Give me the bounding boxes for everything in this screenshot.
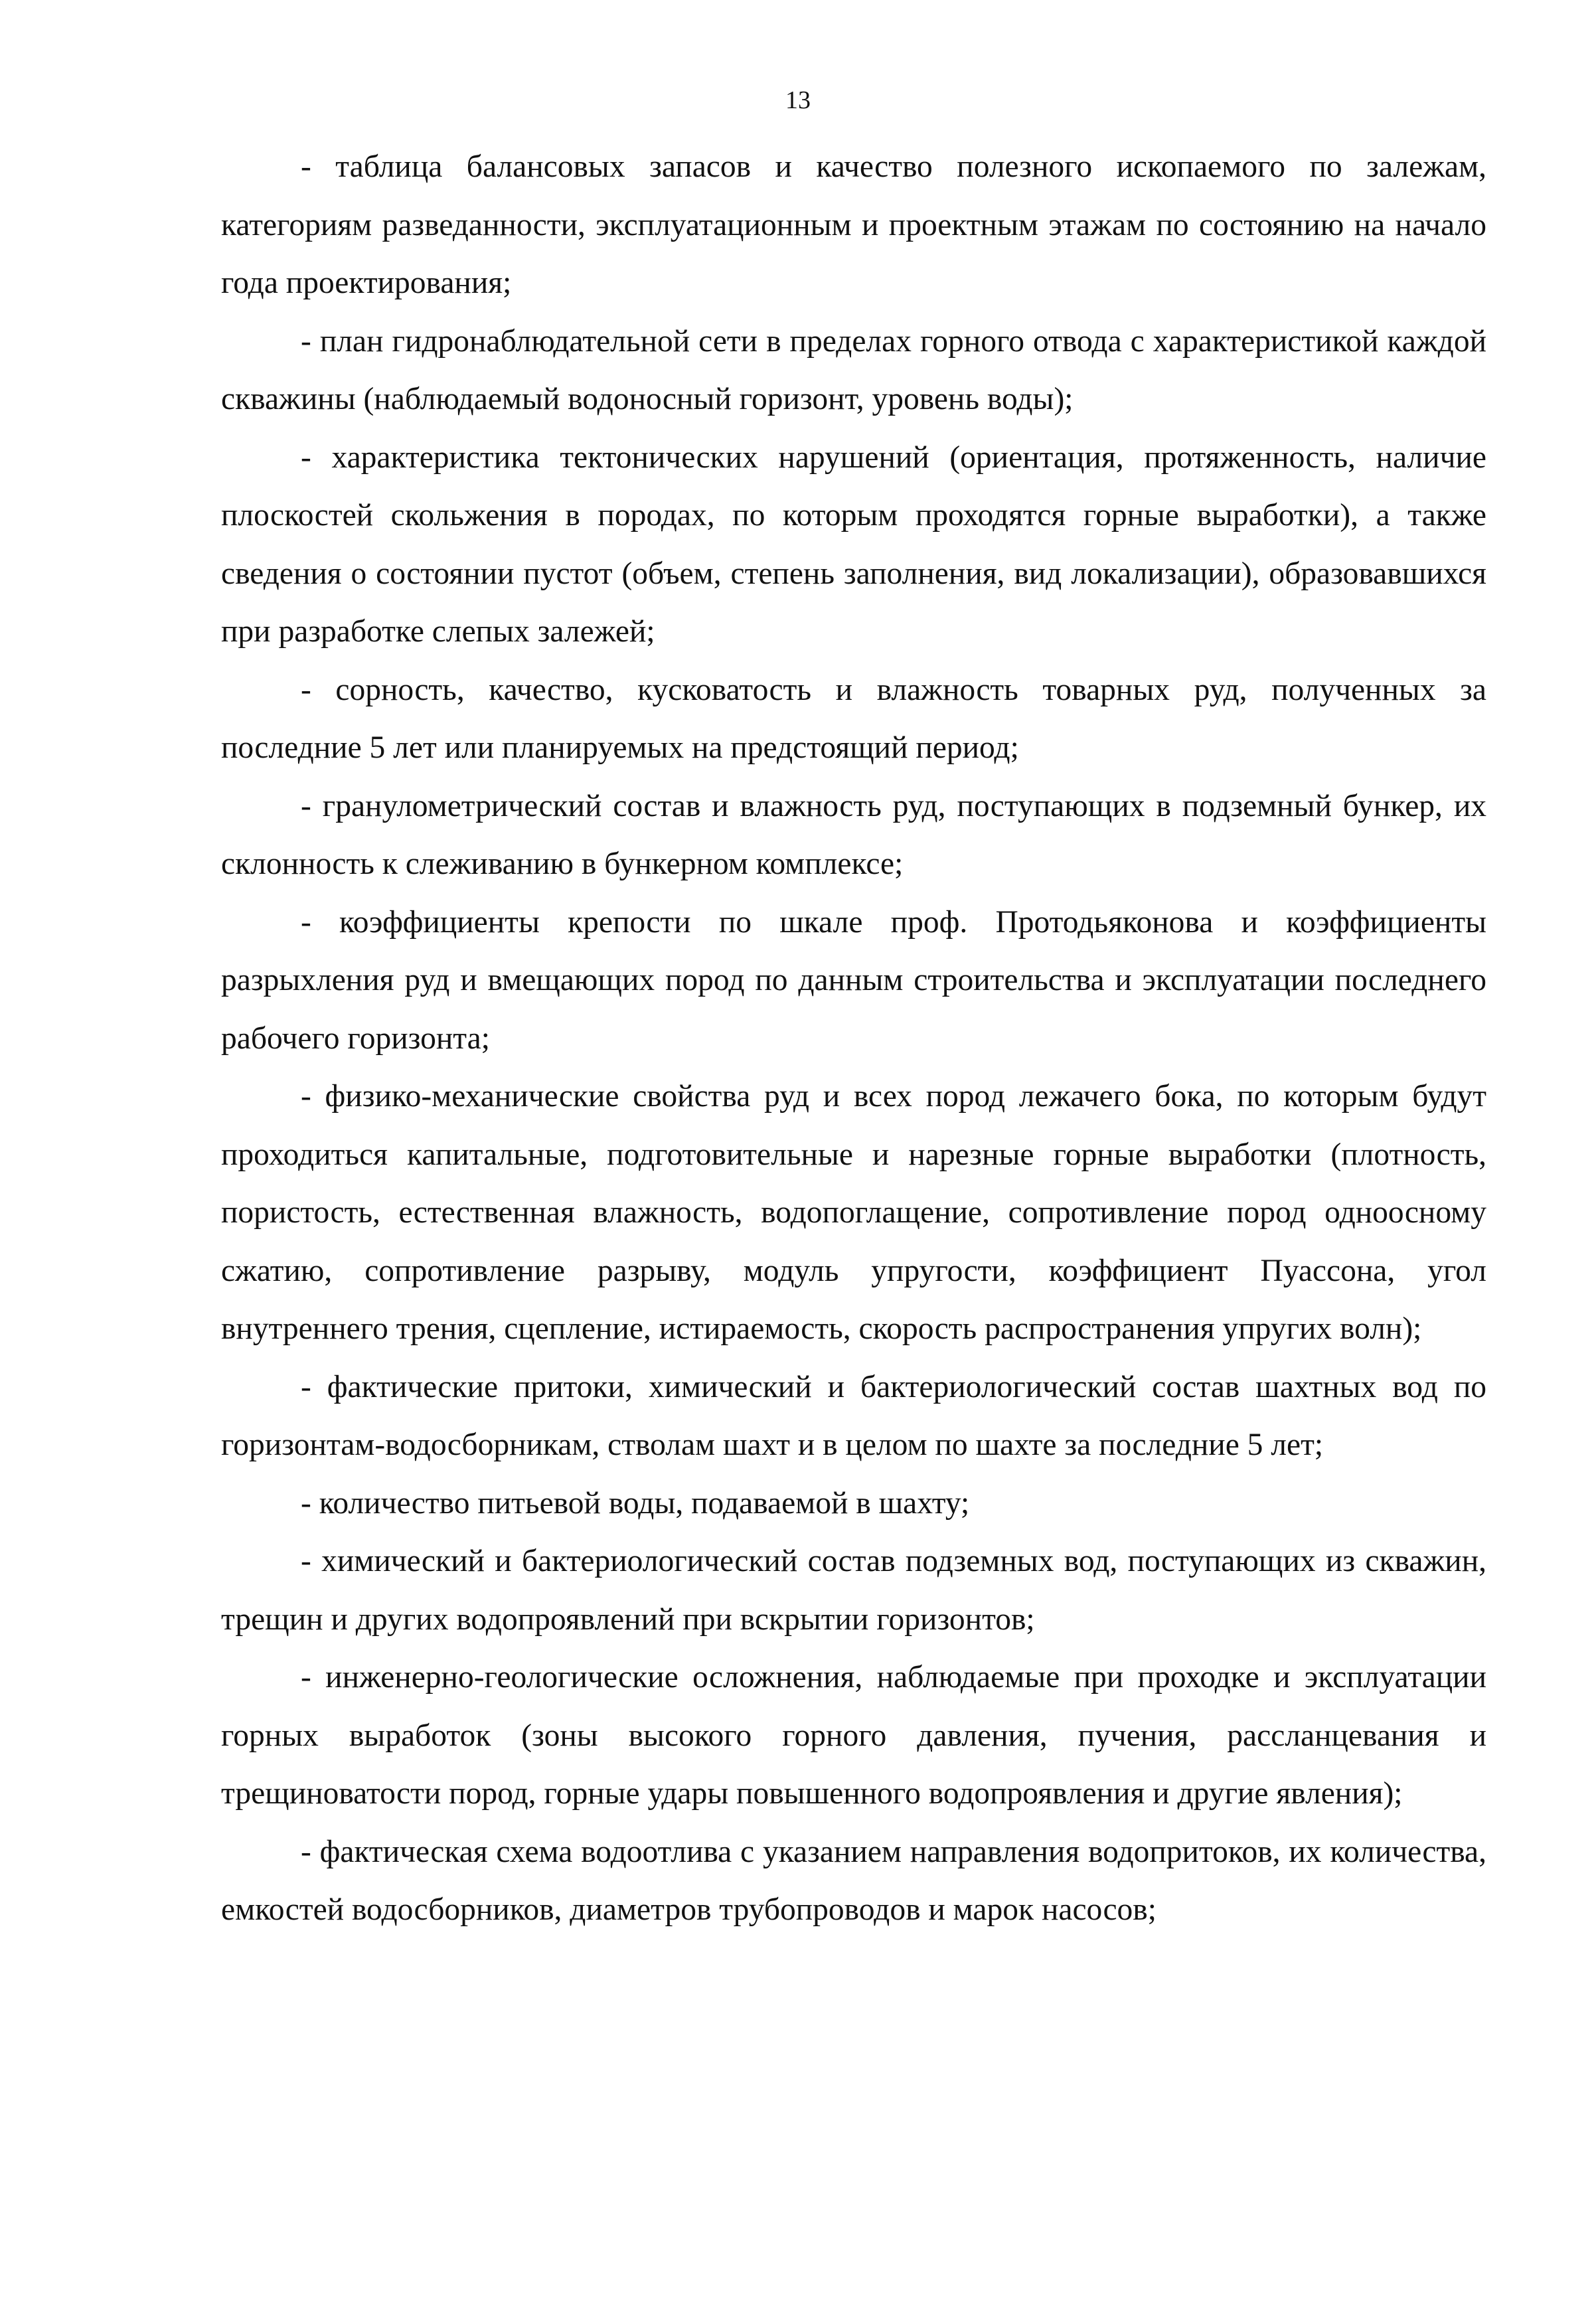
list-item-drinking-water: - количество питьевой воды, подаваемой в шахту;	[301, 1485, 970, 1521]
list-item-drainage-scheme: - фактическая схема водоотлива с указанием направления водопритоков, их количества, емкостей водосборников, диаметров трубопроводов и марок насосов;	[221, 1834, 1486, 1927]
page-number: 13	[785, 86, 811, 114]
list-item-actual-inflows: - фактические притоки, химический и бактериологический состав шахтных вод по горизонтам-водосборникам, стволам шахт и в целом по шахте за последние 5 лет;	[221, 1369, 1486, 1462]
list-item-engineering-geological-complications: - инженерно-геологические осложнения, наблюдаемые при проходке и эксплуатации горных выработок (зоны высокого горного давления, пучения, рассланцевания и трещиноватости пород, горные удары повышенного водопроявления и другие явления);	[221, 1660, 1486, 1811]
list-item-underground-water-composition: - химический и бактериологический состав подземных вод, поступающих из скважин, трещин и других водопроявлений при вскрытии горизонтов;	[221, 1544, 1486, 1637]
list-item-physical-mechanical-properties: - физико-механические свойства руд и всех пород лежачего бока, по которым будут проходиться капитальные, подготовительные и нарезные горные выработки (плотность, пористость, естественная влажность, водопоглащение, сопротивление пород одноосному сжатию, сопротивление разрыву, модуль упругости, коэффициент Пуассона, угол внутреннего трения, сцепление, истираемость, скорость распространения упругих волн);	[221, 1079, 1486, 1346]
list-item-hydro-observation-plan: - план гидронаблюдательной сети в пределах горного отвода с характеристикой каждой скважины (наблюдаемый водоносный горизонт, уровень воды);	[221, 323, 1486, 416]
list-item-strength-coefficients: - коэффициенты крепости по шкале проф. Протодьяконова и коэффициенты разрыхления руд и вмещающих пород по данным строительства и эксплуатации последнего рабочего горизонта;	[221, 904, 1486, 1056]
list-item-tectonic-disturbances: - характеристика тектонических нарушений (ориентация, протяженность, наличие плоскостей скольжения в породах, по которым проходятся горные выработки), а также сведения о состоянии пустот (объем, степень заполнения, вид локализации), образовавшихся при разработке слепых залежей;	[221, 440, 1486, 649]
document-body	[221, 138, 1486, 1940]
list-item-balance-reserves-table: - таблица балансовых запасов и качество полезного ископаемого по залежам, категориям разведанности, эксплуатационным и проектным этажам по состоянию на начало года проектирования;	[221, 149, 1486, 300]
list-item-granulometric-composition: - гранулометрический состав и влажность руд, поступающих в подземный бункер, их склонность к слеживанию в бункерном комплексе;	[221, 788, 1486, 881]
list-item-ore-quality: - сорность, качество, кусковатость и влажность товарных руд, полученных за последние 5 лет или планируемых на предстоящий период;	[221, 672, 1486, 765]
